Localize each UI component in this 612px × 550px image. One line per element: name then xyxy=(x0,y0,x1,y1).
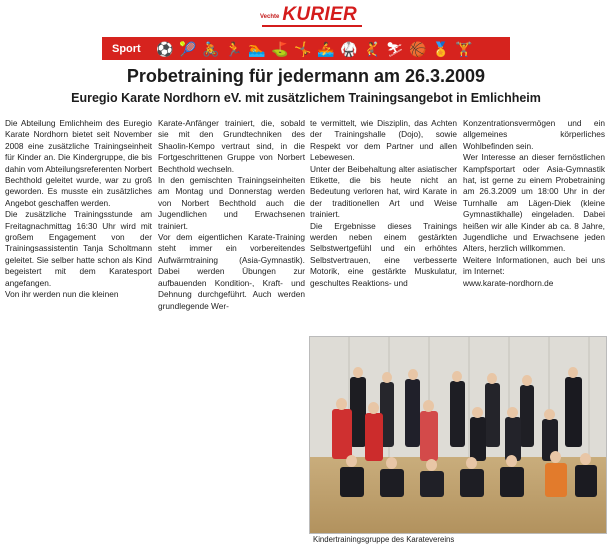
person-head xyxy=(472,407,483,418)
cycling-icon: 🚴 xyxy=(202,40,220,57)
person-head xyxy=(452,371,462,382)
sport-icons xyxy=(156,42,472,56)
group-photo xyxy=(309,336,607,534)
fitness-icon: 🏋 xyxy=(455,40,473,57)
person-head xyxy=(466,457,477,469)
handball-icon: 🤾 xyxy=(363,40,381,57)
paragraph: Die zusätzliche Trainingsstunde am Freitagnachmittag 16:30 Uhr wird mit großem Engagement von der Trainingsassistentin Tanja Scholtmann geleitet. Sie selber hatte schon als Kind begeistert mit dem Karatesport angefangen. xyxy=(5,209,152,288)
article-column-3 xyxy=(310,118,457,289)
person-head xyxy=(408,369,418,380)
tennis-icon: 🎾 xyxy=(179,40,197,57)
person-figure xyxy=(575,465,597,497)
person-figure xyxy=(365,413,383,461)
person-figure xyxy=(545,463,567,497)
website-link: www.karate-nordhorn.de xyxy=(463,277,554,288)
person-figure xyxy=(350,377,366,447)
person-head xyxy=(336,398,347,410)
paragraph: te vermittelt, wie Disziplin, das Achten der Trainingshalle (Dojo), sowie Respekt vor dem Partner und allen Lebewesen. xyxy=(310,118,457,163)
skiing-icon: ⛷ xyxy=(386,40,404,57)
golf-icon: ⛳ xyxy=(271,40,289,57)
soccer-icon: ⚽ xyxy=(156,40,174,57)
person-figure xyxy=(500,467,524,497)
person-head xyxy=(386,457,397,469)
paragraph: Konzentrationsvermögen und ein allgemeines körperliches Wohlbefinden sein. xyxy=(463,118,605,151)
article-subheadline: Euregio Karate Nordhorn eV. mit zusätzlichem Trainingsangebot in Emlichheim xyxy=(71,91,541,105)
masthead-underline xyxy=(262,25,362,27)
person-head xyxy=(506,455,517,467)
person-figure xyxy=(420,411,438,461)
rowing-icon: 🚣 xyxy=(317,40,335,57)
paragraph: Vor dem eigentlichen Karate-Training steht immer ein vorbereitendes Aufwärmtraining (Asia-Gymnastik). Dabei werden Übungen zur aufbauenden Kondition-, Kraft- und Dehnung durchgeführt. Auch werden grundlegende Wer- xyxy=(158,232,305,311)
gymnastics-icon: 🤸 xyxy=(294,40,312,57)
swimming-icon: 🏊 xyxy=(248,40,266,57)
person-figure xyxy=(470,417,486,461)
running-icon: 🏃 xyxy=(225,40,243,57)
paragraph: Wer Interesse an dieser fernöstlichen Kampfsportart oder Asia-Gymnastik hat, ist gerne zu einem Probetraining am 26.3.2009 um 18:00 Uhr in der Turnhalle am Lägen-Diek (kleine Gymnastikhalle) eingeladen. Dabei heißen wir alle Kinder ab ca. 8 Jahre, Jugendliche und Erwachsene jeden Alters, herzlich willkommen. xyxy=(463,152,605,254)
photo-caption: Kindertrainingsgruppe des Karatevereins xyxy=(313,535,455,544)
person-head xyxy=(487,373,497,384)
article-column-2 xyxy=(158,118,305,312)
person-head xyxy=(426,459,437,471)
paragraph: Unter der Beibehaltung alter asiatischer Etikette, die bis heute nicht an Bedeutung verloren hat, wird Karate in der traditionellen Art und Weise trainiert. xyxy=(310,163,457,220)
person-figure xyxy=(520,385,534,447)
paragraph: Weitere Informationen, auch bei uns im Internet: xyxy=(463,254,605,277)
person-figure xyxy=(450,381,465,447)
basketball-icon: 🏀 xyxy=(409,40,427,57)
paragraph: Von ihr werden nun die kleinen xyxy=(5,289,119,300)
paragraph: Die Abteilung Emlichheim des Euregio Karate Nordhorn bietet seit November 2008 eine zusätzliche Trainingseinheit für Kinder an. Die Kindergruppe, die bis dahin vom Abteilungsreferenten Norbert Bechthold geleitet wurde, war zu groß geworden. Es musste ein zusätzliches Angebot geschaffen werden. xyxy=(5,118,152,208)
person-figure xyxy=(380,469,404,497)
newspaper-masthead xyxy=(260,2,390,26)
person-figure xyxy=(460,469,484,497)
person-head xyxy=(522,375,532,386)
martial-arts-icon: 🥋 xyxy=(340,40,358,57)
person-head xyxy=(353,367,363,378)
person-head xyxy=(423,400,434,412)
person-head xyxy=(382,372,392,383)
person-head xyxy=(580,453,591,465)
person-head xyxy=(550,451,561,463)
person-head xyxy=(507,407,518,418)
person-head xyxy=(368,402,379,414)
paragraph: Karate-Anfänger trainiert, die, sobald sie mit den Grundtechniken des Shaolin-Kempo vertraut sind, in die Fortgeschrittenen Gruppe von Norbert Bechthold wechseln. xyxy=(158,118,305,174)
masthead-small: Vechte xyxy=(260,14,280,20)
person-figure xyxy=(565,377,582,447)
paragraph: In den gemischten Trainingseinheiten am Montag und Donnerstag werden von Norbert Bechthold auch die Jugendlichen und Erwachsenen trainiert. xyxy=(158,175,305,231)
sport-section-bar xyxy=(102,37,510,60)
article-column-4 xyxy=(463,118,605,289)
person-head xyxy=(568,367,578,378)
person-figure xyxy=(485,383,500,447)
person-head xyxy=(544,409,555,420)
masthead-title: KURIER xyxy=(282,4,357,25)
person-figure xyxy=(420,471,444,497)
section-label: Sport xyxy=(112,42,141,55)
athletics-icon: 🏅 xyxy=(432,40,450,57)
person-figure xyxy=(405,379,420,447)
paragraph: Die Ergebnisse dieses Trainings werden neben einem gestärkten Selbstwertgefühl und ein erhöhtes Selbstvertrauen, eine verbesserte Motorik, eine gestärkte Muskulatur, geschultes Reaktions- und xyxy=(310,220,457,288)
article-headline: Probetraining für jedermann am 26.3.2009 xyxy=(126,66,486,86)
person-head xyxy=(346,455,357,467)
person-figure xyxy=(332,409,352,459)
article-column-1 xyxy=(5,118,152,301)
person-figure xyxy=(340,467,364,497)
